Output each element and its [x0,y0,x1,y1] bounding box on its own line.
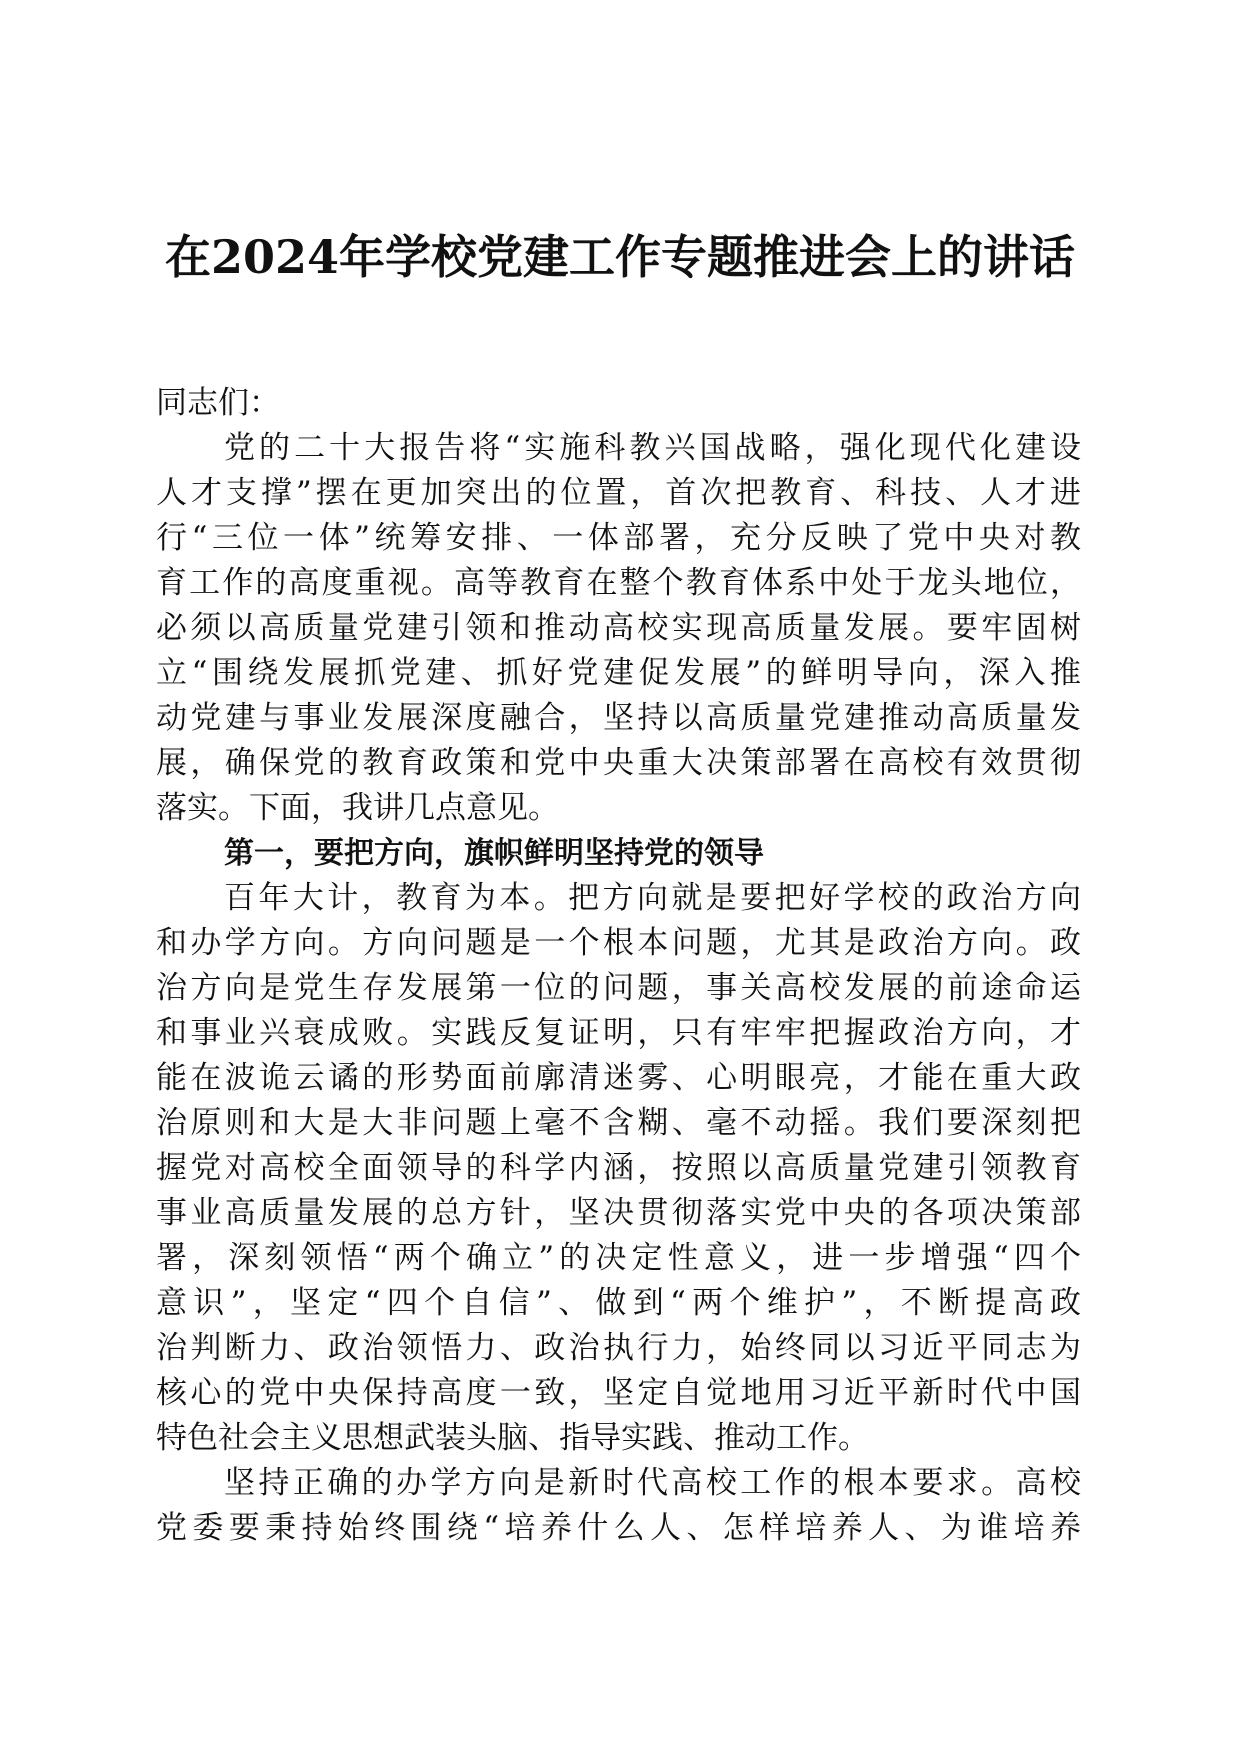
paragraph-line: 特色社会主义思想武装头脑、指导实践、推动工作。 [156,1420,869,1456]
paragraph-line: 治判断力、政治领悟力、政治执行力，始终同以习近平同志为 [156,1330,1081,1366]
salutation: 同志们： [156,385,280,421]
paragraph-line: 育工作的高度重视。高等教育在整个教育体系中处于龙头地位， [156,565,1081,601]
paragraph-line: 展，确保党的教育政策和党中央重大决策部署在高校有效贯彻 [156,745,1081,781]
paragraph-line: 落实。下面，我讲几点意见。 [156,790,559,826]
paragraph-line: 握党对高校全面领导的科学内涵，按照以高质量党建引领教育 [156,1150,1081,1186]
paragraph-line: 和事业兴衰成败。实践反复证明，只有牢牢把握政治方向，才 [156,1015,1081,1051]
paragraph-line: 党的二十大报告将“实施科教兴国战略，强化现代化建设 [224,430,1081,466]
paragraph-line: 治方向是党生存发展第一位的问题，事关高校发展的前途命运 [156,970,1081,1006]
paragraph-line: 署，深刻领悟“两个确立”的决定性意义，进一步增强“四个 [156,1240,1081,1276]
paragraph-line: 动党建与事业发展深度融合，坚持以高质量党建推动高质量发 [156,700,1081,736]
paragraph-line: 核心的党中央保持高度一致，坚定自觉地用习近平新时代中国 [156,1375,1081,1411]
section-heading: 第一，要把方向，旗帜鲜明坚持党的领导 [224,836,764,871]
paragraph-line: 人才支撑”摆在更加突出的位置，首次把教育、科技、人才进 [156,475,1081,511]
paragraph-line: 党委要秉持始终围绕“培养什么人、怎样培养人、为谁培养 [156,1510,1081,1546]
paragraph-line: 必须以高质量党建引领和推动高校实现高质量发展。要牢固树 [156,610,1081,646]
paragraph-line: 坚持正确的办学方向是新时代高校工作的根本要求。高校 [224,1465,1081,1501]
document-body [156,381,1081,1551]
paragraph-line: 行“三位一体”统筹安排、一体部署，充分反映了党中央对教 [156,520,1081,556]
paragraph-line: 百年大计，教育为本。把方向就是要把好学校的政治方向 [224,880,1081,916]
paragraph-line: 意识”，坚定“四个自信”、做到“两个维护”，不断提高政 [156,1285,1081,1321]
paragraph-line: 立“围绕发展抓党建、抓好党建促发展”的鲜明导向，深入推 [156,655,1081,691]
paragraph-line: 和办学方向。方向问题是一个根本问题，尤其是政治方向。政 [156,925,1081,961]
paragraph-line: 治原则和大是大非问题上毫不含糊、毫不动摇。我们要深刻把 [156,1105,1081,1141]
paragraph-line: 能在波诡云谲的形势面前廓清迷雾、心明眼亮，才能在重大政 [156,1060,1081,1096]
paragraph-line: 事业高质量发展的总方针，坚决贯彻落实党中央的各项决策部 [156,1195,1081,1231]
document-title: 在2024年学校党建工作专题推进会上的讲话 [164,230,1076,284]
